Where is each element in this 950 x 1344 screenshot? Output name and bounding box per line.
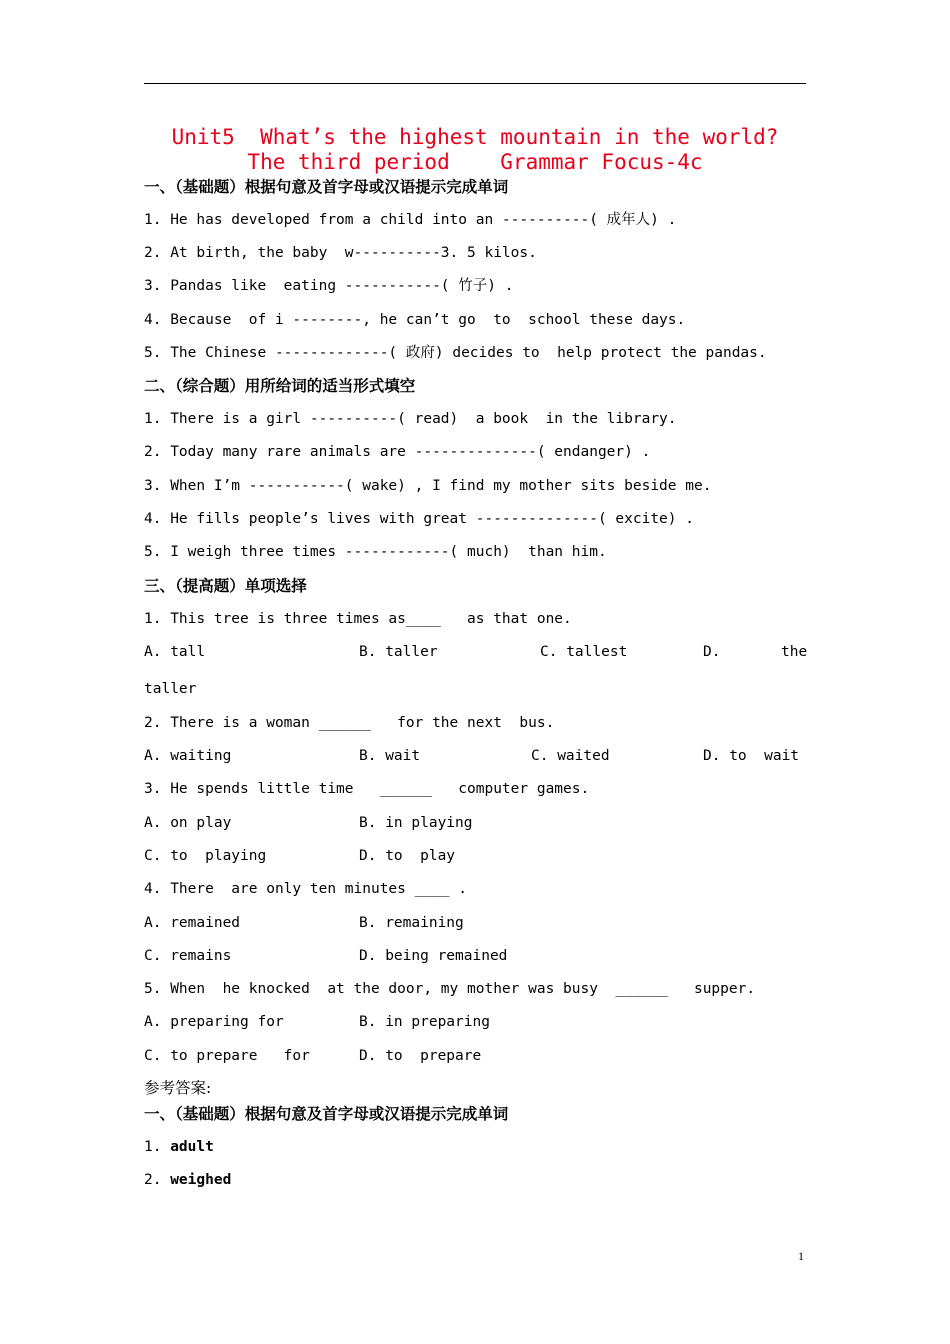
section1-heading: 一、（基础题）根据句意及首字母或汉语提示完成单词 — [144, 178, 509, 196]
question-3-option-d: D. to play — [359, 848, 456, 864]
question-4-option-a: A. remained — [144, 915, 241, 931]
section2-heading: 二、（综合题）用所给词的适当形式填空 — [144, 377, 416, 395]
answer-item-1 — [144, 1138, 214, 1156]
question-3-stem: 3. He spends little time ______ computer games. — [144, 781, 590, 797]
question-5-option-d: D. to prepare — [359, 1048, 482, 1064]
section1-item-1: 1. He has developed from a child into an ----------( 成年人) . — [144, 212, 677, 228]
answer-item-2-number: 2. — [144, 1172, 162, 1188]
question-2-option-b: B. wait — [359, 748, 421, 764]
section2-item-1: 1. There is a girl ----------( read) a book in the library. — [144, 411, 677, 427]
question-2-option-c: C. waited — [531, 748, 610, 764]
section1-item-5: 5. The Chinese -------------( 政府) decides to help protect the pandas. — [144, 345, 767, 361]
question-3-option-c: C. to playing — [144, 848, 267, 864]
section3-heading: 三、（提高题）单项选择 — [144, 577, 307, 595]
question-5-option-a: A. preparing for — [144, 1014, 284, 1030]
question-1-stem: 1. This tree is three times as____ as that one. — [144, 611, 572, 627]
question-1-option-a: A. tall — [144, 644, 206, 660]
question-3-option-a: A. on play — [144, 815, 232, 831]
question-4-stem: 4. There are only ten minutes ____ . — [144, 881, 468, 897]
question-2-stem: 2. There is a woman ______ for the next bus. — [144, 715, 555, 731]
worksheet-title: Unit5 What’s the highest mountain in the world? — [171, 125, 779, 149]
question-5-option-c: C. to prepare for — [144, 1048, 310, 1064]
section1-item-2: 2. At birth, the baby w----------3. 5 kilos. — [144, 245, 537, 261]
question-1-option-c: C. tallest — [540, 644, 628, 660]
section2-item-5: 5. I weigh three times ------------( much) than him. — [144, 544, 607, 560]
question-2-option-d: D. to wait — [703, 748, 800, 764]
worksheet-subtitle: The third period Grammar Focus-4c — [247, 150, 703, 174]
section2-item-4: 4. He fills people’s lives with great --------------( excite) . — [144, 511, 694, 527]
section2-item-2: 2. Today many rare animals are --------------( endanger) . — [144, 444, 651, 460]
question-1-option-b: B. taller — [359, 644, 438, 660]
question-4-option-d: D. being remained — [359, 948, 508, 964]
answer-item-1-number: 1. — [144, 1139, 162, 1155]
section2-item-3: 3. When I’m -----------( wake) , I find my mother sits beside me. — [144, 478, 712, 494]
question-1-option-d-text: the — [781, 644, 808, 660]
answer-item-2 — [144, 1171, 231, 1189]
header-rule — [144, 83, 806, 84]
question-5-option-b: B. in preparing — [359, 1014, 490, 1030]
page-number: 1 — [798, 1249, 804, 1263]
question-4-option-b: B. remaining — [359, 915, 464, 931]
section1-item-3: 3. Pandas like eating -----------( 竹子) . — [144, 278, 514, 294]
question-1-option-d-wrap: taller — [144, 681, 197, 697]
section1-item-4: 4. Because of i --------, he can’t go to school these days. — [144, 312, 686, 328]
answer-key-label: 参考答案: — [144, 1079, 212, 1097]
question-2-option-a: A. waiting — [144, 748, 232, 764]
answer-section1-heading: 一、（基础题）根据句意及首字母或汉语提示完成单词 — [144, 1105, 509, 1123]
question-3-option-b: B. in playing — [359, 815, 473, 831]
question-5-stem: 5. When he knocked at the door, my mother was busy ______ supper. — [144, 981, 756, 997]
question-4-option-c: C. remains — [144, 948, 232, 964]
answer-item-2-text: weighed — [170, 1172, 232, 1188]
question-1-option-d: D. — [703, 644, 721, 660]
answer-item-1-text: adult — [170, 1139, 214, 1155]
